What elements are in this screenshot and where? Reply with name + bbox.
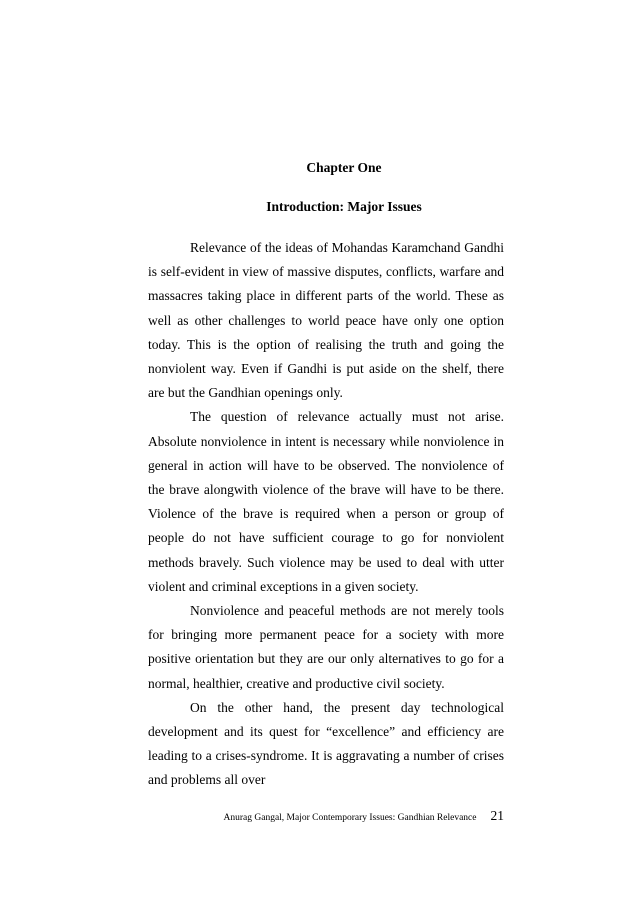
chapter-label: Chapter One: [306, 160, 382, 175]
paragraph: On the other hand, the present day technological development and its quest for “excellence” and efficiency are leading to a crises-syndrome. It is aggravating a number of crises and problems all over: [148, 699, 504, 788]
body-text: [148, 236, 504, 793]
paragraph: Relevance of the ideas of Mohandas Karamchand Gandhi is self-evident in view of massive disputes, conflicts, warfare and massacres taking place in different parts of the world. These as well as other challenges to world peace have only one option today. This is the option of realising the truth and going the nonviolent way. Even if Gandhi is put aside on the shelf, there are but the Gandhian openings only.: [148, 240, 504, 401]
paragraph: The question of relevance actually must not arise. Absolute nonviolence in intent is necessary while nonviolence in general in action will have to be observed. The nonviolence of the brave alongwith violence of the brave will have to be there. Violence of the brave is required when a person or group of people do not have sufficient courage to go for nonviolent methods bravely. Such violence may be used to deal with utter violent and criminal exceptions in a given society.: [148, 409, 504, 594]
page-footer: [148, 808, 504, 824]
paragraph: Nonviolence and peaceful methods are not merely tools for bringing more permanent peace for a society with more positive orientation but they are our only alternatives to go for a normal, healthier, creative and productive civil society.: [148, 603, 504, 691]
page-number: 21: [490, 808, 504, 823]
chapter-title: Introduction: Major Issues: [266, 199, 422, 214]
footer-text: Anurag Gangal, Major Contemporary Issues: Gandhian Relevance: [223, 813, 477, 823]
